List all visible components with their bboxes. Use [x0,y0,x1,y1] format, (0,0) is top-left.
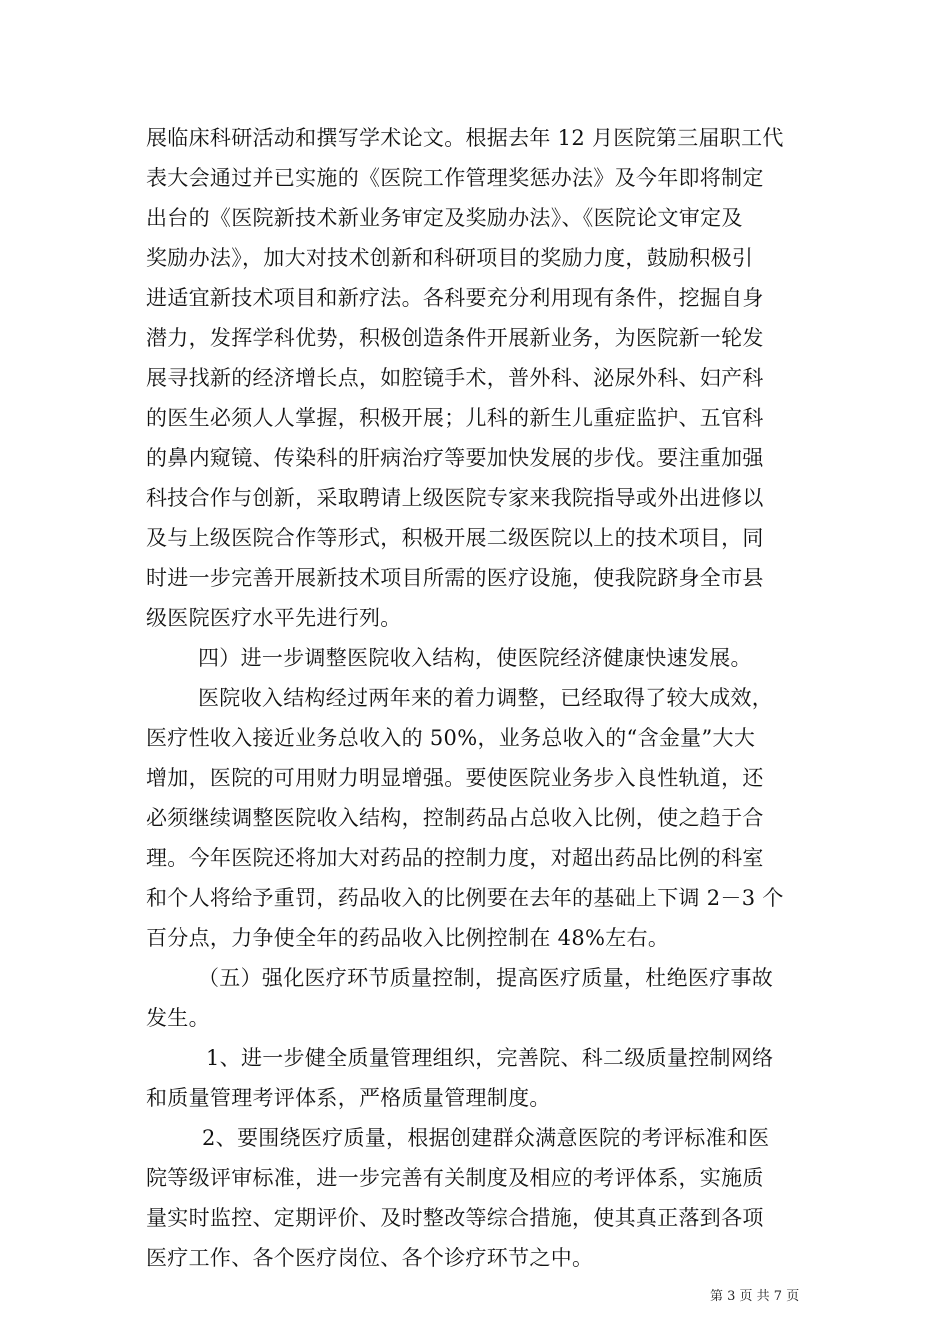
text-line: 医疗性收入接近业务总收入的 50%，业务总收入的“含金量”大大 [146,726,756,750]
text-line: 理。今年医院还将加大对药品的控制力度，对超出药品比例的科室 [146,846,764,870]
text-line: 和质量管理考评体系，严格质量管理制度。 [146,1086,551,1110]
document-body [146,118,806,1278]
text-line: 和个人将给予重罚，药品收入的比例要在去年的基础上下调 2－3 个 [146,886,784,910]
text-line: 进适宜新技术项目和新疗法。各科要充分利用现有条件，挖掘自身 [146,286,764,310]
text-line: 院等级评审标准，进一步完善有关制度及相应的考评体系，实施质 [146,1166,764,1190]
text-line: 科技合作与创新，采取聘请上级医院专家来我院指导或外出进修以 [146,486,764,510]
section-heading-4: 四）进一步调整医院收入结构，使医院经济健康快速发展。 [198,646,752,670]
text-line: 时进一步完善开展新技术项目所需的医疗设施，使我院跻身全市县 [146,566,764,590]
text-line: 表大会通过并已实施的《医院工作管理奖惩办法》及今年即将制定 [146,166,764,190]
page-number: 第 3 页 共 7 页 [710,1289,800,1304]
text-line: 及与上级医院合作等形式，积极开展二级医院以上的技术项目，同 [146,526,764,550]
text-line: 潜力，发挥学科优势，积极创造条件开展新业务，为医院新一轮发 [146,326,764,350]
text-line: 增加，医院的可用财力明显增强。要使医院业务步入良性轨道，还 [146,766,764,790]
text-line: 的鼻内窥镜、传染科的肝病治疗等要加快发展的步伐。要注重加强 [146,446,764,470]
text-line: 级医院医疗水平先进行列。 [146,606,402,630]
text-line: 医院收入结构经过两年来的着力调整，已经取得了较大成效， [198,686,774,710]
list-item: 1、进一步健全质量管理组织，完善院、科二级质量控制网络 [206,1046,774,1070]
text-line: 出台的《医院新技术新业务审定及奖励办法》、《医院论文审定及 [146,206,743,230]
text-line: 百分点，力争使全年的药品收入比例控制在 48%左右。 [146,926,670,950]
text-line: 展临床科研活动和撰写学术论文。根据去年 12 月医院第三届职工代 [146,126,784,150]
text-line: 的医生必须人人掌握，积极开展；儿科的新生儿重症监护、五官科 [146,406,764,430]
text-line: 发生。 [146,1006,210,1030]
text-line: 必须继续调整医院收入结构，控制药品占总收入比例，使之趋于合 [146,806,764,830]
text-line: 医疗工作、各个医疗岗位、各个诊疗环节之中。 [146,1246,594,1270]
text-line: 量实时监控、定期评价、及时整改等综合措施，使其真正落到各项 [146,1206,764,1230]
list-item: 2、要围绕医疗质量，根据创建群众满意医院的考评标准和医 [202,1126,770,1150]
section-heading-5: （五）强化医疗环节质量控制，提高医疗质量，杜绝医疗事故 [198,966,774,990]
text-line: 奖励办法》，加大对技术创新和科研项目的奖励力度，鼓励积极引 [146,246,754,270]
text-line: 展寻找新的经济增长点，如腔镜手术，普外科、泌尿外科、妇产科 [146,366,764,390]
